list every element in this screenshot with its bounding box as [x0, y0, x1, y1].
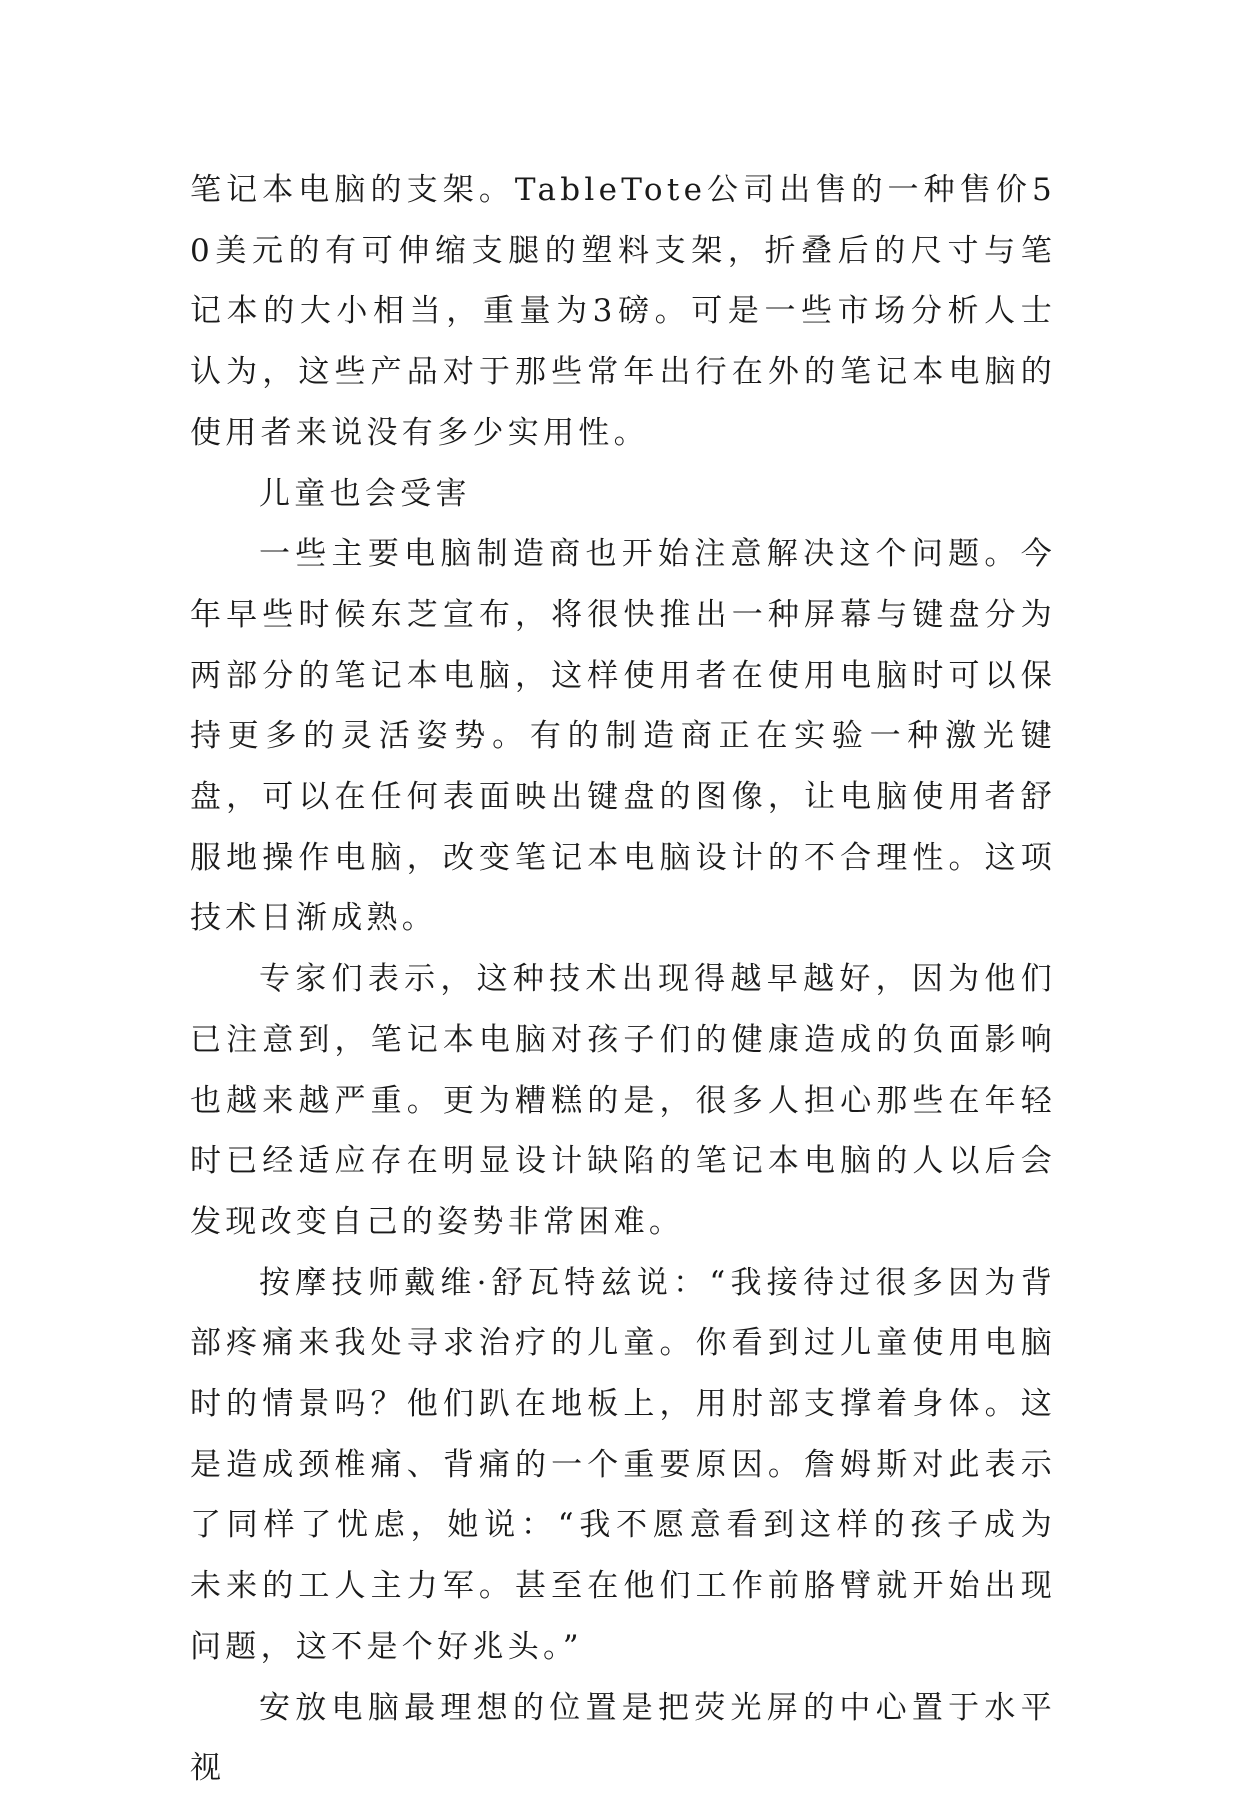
paragraph-manufacturers: 一些主要电脑制造商也开始注意解决这个问题。今年早些时候东芝宣布，将很快推出一种屏幕与键盘分为两部分的笔记本电脑，这样使用者在使用电脑时可以保持更多的灵活姿势。有的制造商正在实验一种激光键盘，可以在任何表面映出键盘的图像，让电脑使用者舒服地操作电脑，改变笔记本电脑设计的不合理性。这项技术日渐成熟。 [190, 536, 1056, 937]
document-page [190, 160, 1056, 1787]
paragraph-laptop-stand: 笔记本电脑的支架。TableTote公司出售的一种售价50美元的有可伸缩支腿的塑料支架，折叠后的尺寸与笔记本的大小相当，重量为3磅。可是一些市场分析人士认为，这些产品对于那些常年出行在外的笔记本电脑的使用者来说没有多少实用性。 [190, 172, 1056, 451]
paragraph-massage-therapist: 按摩技师戴维·舒瓦特兹说：“我接待过很多因为背部疼痛来我处寻求治疗的儿童。你看到过儿童使用电脑时的情景吗？他们趴在地板上，用肘部支撑着身体。这是造成颈椎痛、背痛的一个重要原因。詹姆斯对此表示了同样了忧虑，她说：“我不愿意看到这样的孩子成为未来的工人主力军。甚至在他们工作前胳臂就开始出现问题，这不是个好兆头。” [190, 1264, 1056, 1665]
section-heading-children: 儿童也会受害 [259, 475, 471, 512]
paragraph-experts: 专家们表示，这种技术出现得越早越好，因为他们已注意到，笔记本电脑对孩子们的健康造成的负面影响也越来越严重。更为糟糕的是，很多人担心那些在年轻时已经适应存在明显设计缺陷的笔记本电脑的人以后会发现改变自己的姿势非常困难。 [190, 961, 1056, 1240]
paragraph-ideal-position: 安放电脑最理想的位置是把荧光屏的中心置于水平视 [190, 1689, 1056, 1787]
